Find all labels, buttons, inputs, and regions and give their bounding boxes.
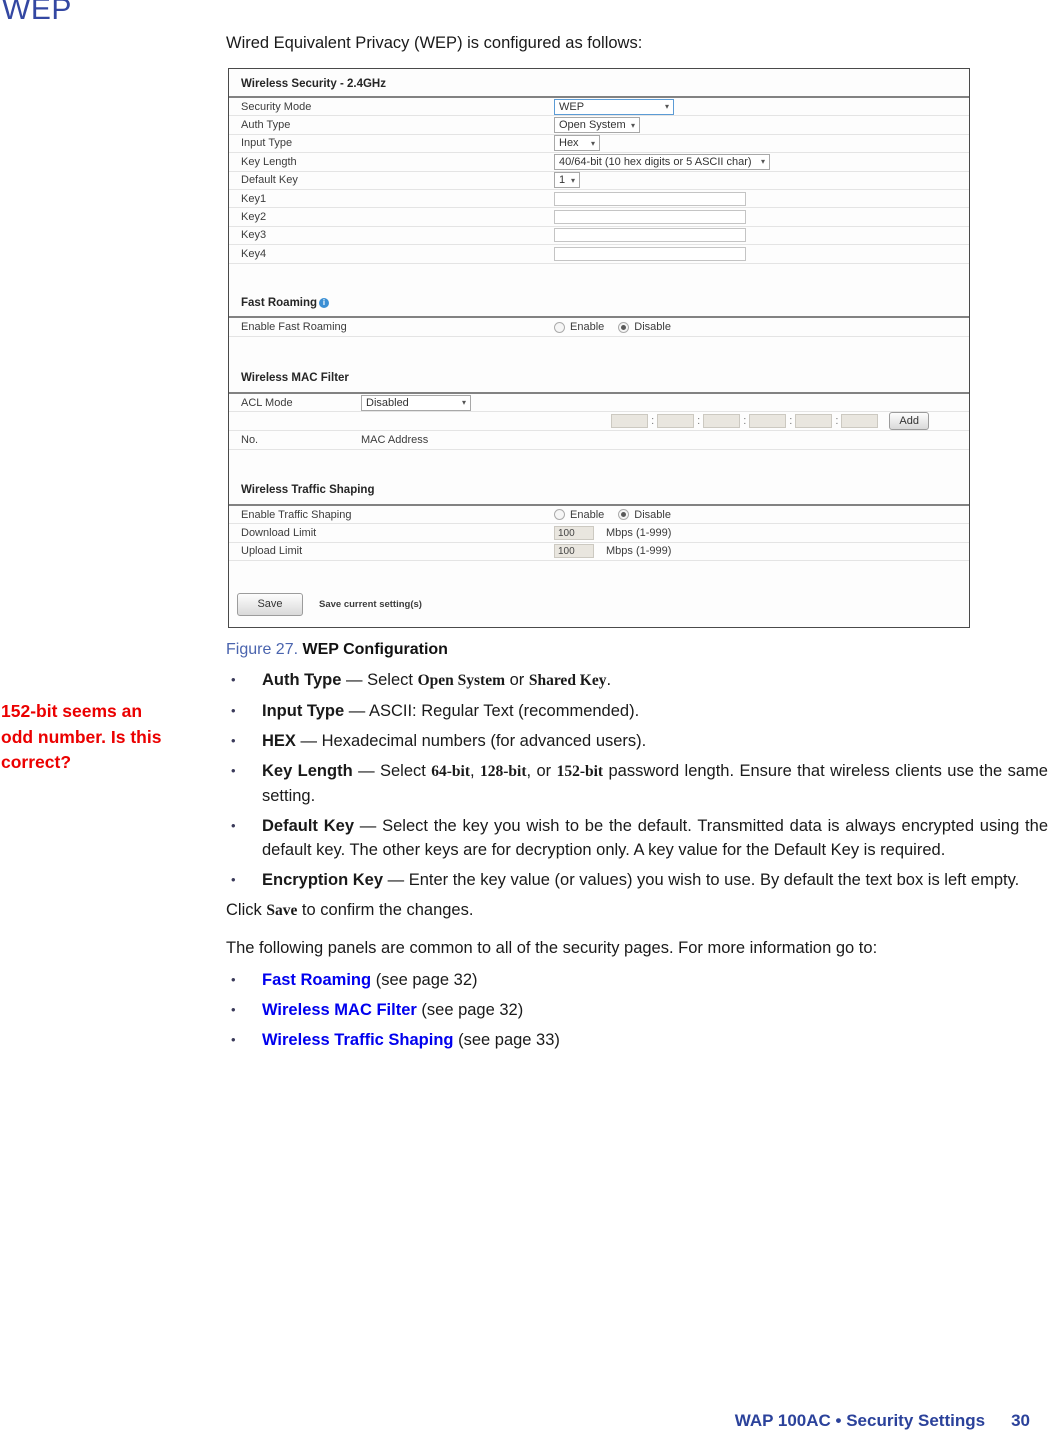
auth-type-row bbox=[229, 116, 969, 134]
traffic-shaping-disable-radio-label: Disable bbox=[634, 508, 671, 521]
traffic-shaping-enable-radio-label: Enable bbox=[570, 508, 605, 521]
bullet-default-key: • Default Key — Select the key you wish to be the default. Transmitted data is always encrypted using the default key. The other keys are for decryption only. A key value for the Default Key is required. bbox=[226, 814, 1048, 862]
link-wireless-traffic-shaping[interactable]: Wireless Traffic Shaping bbox=[262, 1031, 454, 1049]
key4-row bbox=[229, 245, 969, 263]
footer-page-number: 30 bbox=[1011, 1411, 1030, 1430]
download-limit-input[interactable] bbox=[554, 526, 594, 540]
bullet-traffic-shaping-link: • Wireless Traffic Shaping (see page 33) bbox=[226, 1029, 1048, 1051]
wireless-security-title: Wireless Security - 2.4GHz bbox=[229, 69, 969, 98]
page-footer bbox=[735, 1411, 1030, 1431]
chevron-down-icon bbox=[761, 157, 765, 166]
enable-fast-roaming-label: Enable Fast Roaming bbox=[241, 321, 347, 333]
input-type-value: Hex bbox=[559, 137, 579, 150]
traffic-shaping-enable-radio[interactable] bbox=[554, 509, 565, 520]
security-mode-label: Security Mode bbox=[241, 100, 312, 113]
wireless-security-section bbox=[229, 69, 969, 264]
key4-label: Key4 bbox=[241, 247, 267, 260]
figure-number: Figure 27. bbox=[226, 641, 303, 658]
security-mode-row bbox=[229, 98, 969, 116]
mac-octet-input[interactable] bbox=[841, 414, 878, 428]
wireless-mac-filter-title: Wireless MAC Filter bbox=[229, 365, 969, 394]
default-key-label: Default Key bbox=[241, 174, 298, 187]
colon-separator: : bbox=[835, 415, 839, 428]
key3-row bbox=[229, 227, 969, 245]
add-mac-button[interactable]: Add bbox=[889, 412, 929, 430]
key4-input[interactable] bbox=[554, 247, 746, 261]
body-copy bbox=[226, 668, 1048, 1059]
chevron-down-icon bbox=[571, 176, 575, 185]
auth-type-select[interactable] bbox=[554, 117, 640, 133]
mac-octet-input[interactable] bbox=[611, 414, 648, 428]
enable-traffic-shaping-row bbox=[229, 506, 969, 524]
help-info-icon[interactable] bbox=[319, 298, 329, 308]
fast-roaming-section bbox=[229, 291, 969, 337]
upload-limit-label: Upload Limit bbox=[241, 545, 303, 558]
chevron-down-icon bbox=[665, 102, 669, 111]
key1-label: Key1 bbox=[241, 192, 267, 205]
fast-roaming-disable-radio[interactable] bbox=[618, 322, 629, 333]
security-mode-value: WEP bbox=[559, 100, 585, 113]
fast-roaming-disable-radio-label: Disable bbox=[634, 321, 671, 333]
input-type-label: Input Type bbox=[241, 137, 293, 150]
key-length-select[interactable] bbox=[554, 154, 770, 170]
mac-table-header-row bbox=[229, 431, 969, 449]
download-limit-unit: Mbps (1-999) bbox=[606, 527, 672, 540]
bullet-input-type: • Input Type — ASCII: Regular Text (recommended). bbox=[226, 699, 1048, 723]
fast-roaming-title: Fast Roaming bbox=[241, 297, 318, 309]
bullet-mac-filter-link: • Wireless MAC Filter (see page 32) bbox=[226, 999, 1048, 1021]
key1-row bbox=[229, 190, 969, 208]
upload-limit-input[interactable] bbox=[554, 544, 594, 558]
acl-mode-select[interactable] bbox=[361, 395, 471, 411]
chevron-down-icon bbox=[462, 398, 466, 407]
click-save-line: Click Save to confirm the changes. bbox=[226, 901, 474, 919]
mac-octet-input[interactable] bbox=[703, 414, 740, 428]
key1-input[interactable] bbox=[554, 192, 746, 206]
intro-paragraph: Wired Equivalent Privacy (WEP) is configured as follows: bbox=[226, 34, 643, 52]
acl-mode-row bbox=[229, 394, 969, 412]
download-limit-label: Download Limit bbox=[241, 527, 317, 540]
colon-separator: : bbox=[743, 415, 747, 428]
download-limit-row bbox=[229, 524, 969, 542]
key2-input[interactable] bbox=[554, 210, 746, 224]
key-length-value: 40/64-bit (10 hex digits or 5 ASCII char) bbox=[559, 155, 752, 168]
bullet-encryption-key: • Encryption Key — Enter the key value (or values) you wish to use. By default the text box is left empty. bbox=[226, 868, 1048, 892]
key3-label: Key3 bbox=[241, 229, 267, 242]
wireless-traffic-shaping-title: Wireless Traffic Shaping bbox=[229, 477, 969, 506]
enable-fast-roaming-row bbox=[229, 318, 969, 337]
auth-type-label: Auth Type bbox=[241, 119, 291, 132]
footer-title: WAP 100AC • Security Settings bbox=[734, 1411, 986, 1430]
bullet-key-length: • Key Length — Select 64-bit, 128-bit, or 152-bit password length. Ensure that wireless clients use the same setting. bbox=[226, 759, 1048, 808]
figure-title: WEP Configuration bbox=[302, 641, 448, 658]
default-key-row bbox=[229, 172, 969, 190]
traffic-shaping-disable-radio[interactable] bbox=[618, 509, 629, 520]
link-fast-roaming[interactable]: Fast Roaming bbox=[262, 971, 372, 989]
fast-roaming-enable-radio[interactable] bbox=[554, 322, 565, 333]
security-mode-select[interactable] bbox=[554, 99, 674, 115]
acl-mode-value: Disabled bbox=[366, 396, 409, 409]
key2-label: Key2 bbox=[241, 211, 267, 224]
colon-separator: : bbox=[697, 415, 701, 428]
page-title: WEP bbox=[2, 0, 72, 26]
save-button[interactable]: Save bbox=[237, 593, 303, 616]
bullet-fast-roaming-link: • Fast Roaming (see page 32) bbox=[226, 969, 1048, 991]
default-key-value: 1 bbox=[559, 174, 566, 187]
chevron-down-icon bbox=[631, 121, 635, 130]
auth-type-value: Open System bbox=[559, 119, 626, 132]
mac-table-no-header: No. bbox=[241, 434, 259, 447]
input-type-row bbox=[229, 135, 969, 153]
link-wireless-mac-filter[interactable]: Wireless MAC Filter bbox=[262, 1001, 417, 1019]
chevron-down-icon bbox=[591, 139, 595, 148]
key-length-row bbox=[229, 153, 969, 171]
wireless-mac-filter-section bbox=[229, 365, 969, 450]
colon-separator: : bbox=[789, 415, 793, 428]
acl-mode-label: ACL Mode bbox=[241, 396, 293, 409]
figure-caption bbox=[226, 641, 448, 659]
mac-octet-input[interactable] bbox=[795, 414, 832, 428]
mac-table-address-header: MAC Address bbox=[361, 434, 429, 447]
mac-octet-input[interactable] bbox=[657, 414, 694, 428]
input-type-select[interactable] bbox=[554, 135, 600, 151]
save-area bbox=[237, 593, 422, 616]
key-length-label: Key Length bbox=[241, 155, 297, 168]
bullet-hex: • HEX — Hexadecimal numbers (for advanced users). bbox=[226, 729, 1048, 753]
wep-configuration-screenshot bbox=[228, 68, 970, 628]
wireless-traffic-shaping-section bbox=[229, 477, 969, 561]
mac-entry-row bbox=[229, 412, 969, 431]
upload-limit-row bbox=[229, 543, 969, 561]
mac-octet-input[interactable] bbox=[749, 414, 786, 428]
upload-limit-unit: Mbps (1-999) bbox=[606, 545, 672, 558]
colon-separator: : bbox=[651, 415, 655, 428]
margin-note: 152-bit seems an odd number. Is this correct? bbox=[1, 701, 162, 772]
key2-row bbox=[229, 208, 969, 226]
save-note: Save current setting(s) bbox=[319, 599, 422, 610]
common-panels-line: The following panels are common to all of the security pages. For more information go to: bbox=[226, 939, 878, 957]
enable-traffic-shaping-label: Enable Traffic Shaping bbox=[241, 508, 352, 521]
key3-input[interactable] bbox=[554, 228, 746, 242]
fast-roaming-enable-radio-label: Enable bbox=[570, 321, 605, 333]
bullet-auth-type: • Auth Type — Select Open System or Shared Key. bbox=[226, 668, 1048, 693]
default-key-select[interactable] bbox=[554, 172, 580, 188]
